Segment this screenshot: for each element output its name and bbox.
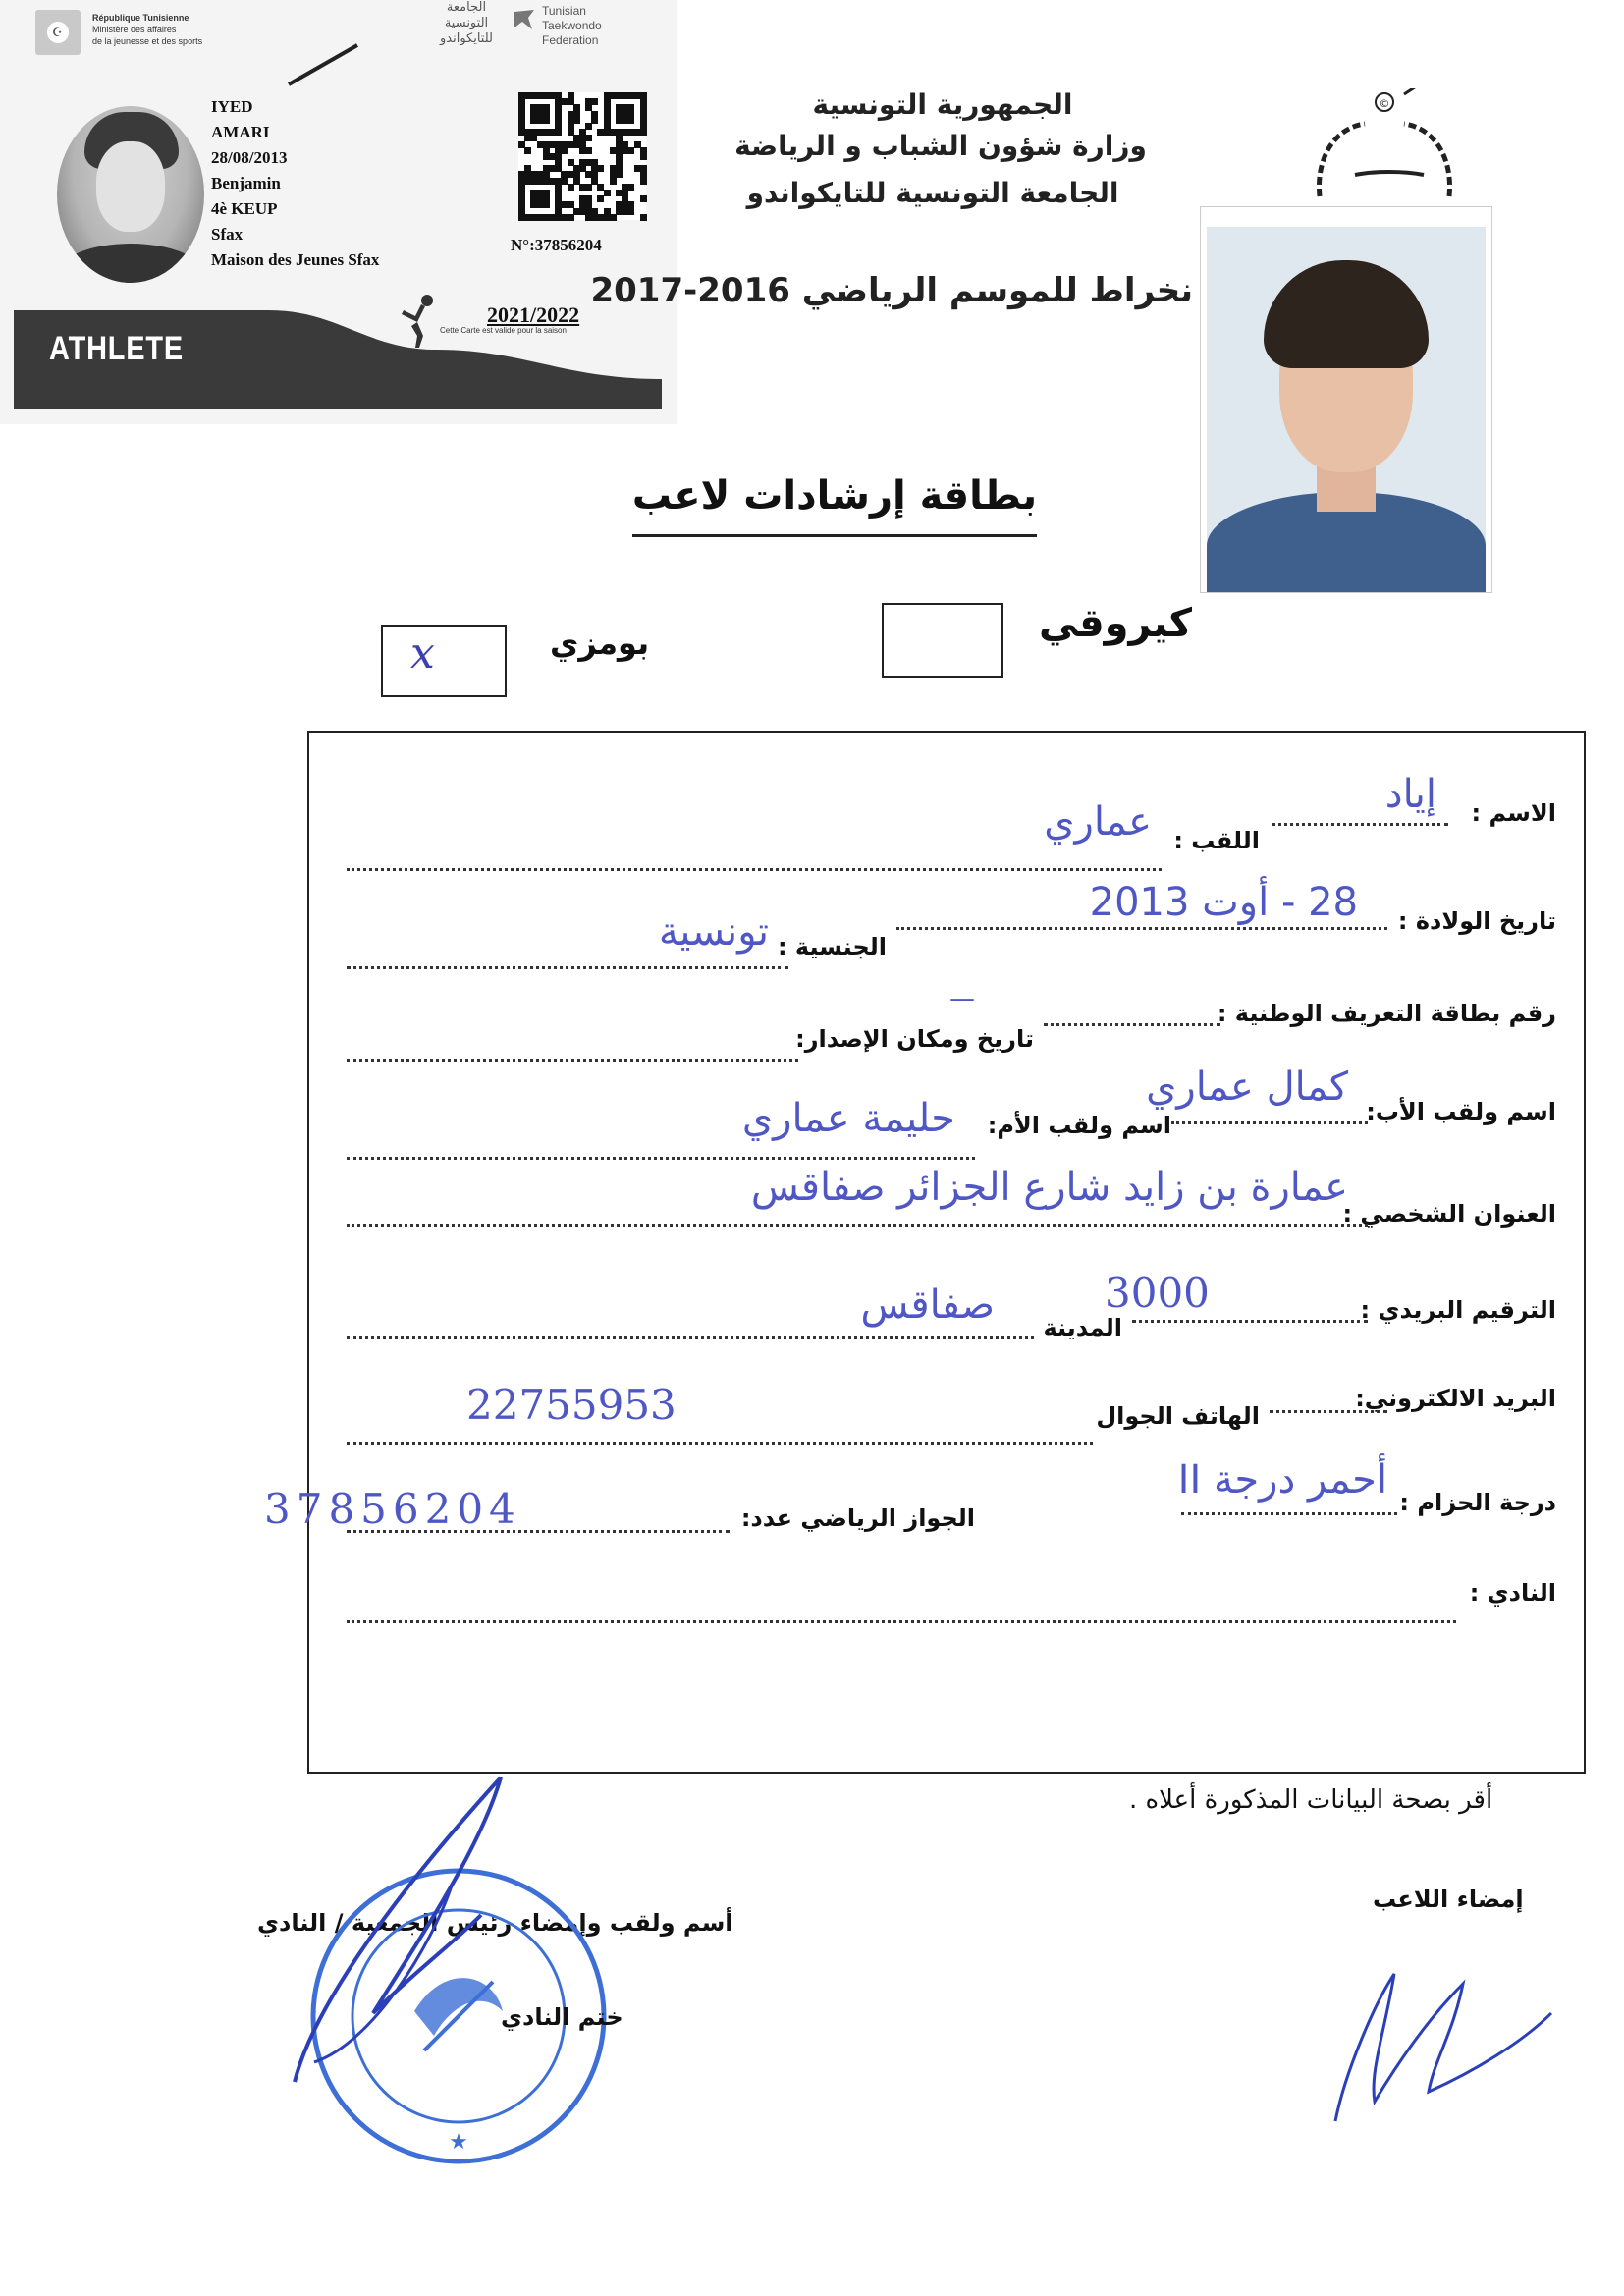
- card-club: Maison des Jeunes Sfax: [211, 250, 380, 269]
- nationality-label: الجنسية :: [777, 933, 887, 960]
- taekwondo-kicker-icon: [398, 293, 445, 350]
- postal-code-value: 3000: [1105, 1269, 1210, 1317]
- city-label: المدينة: [1043, 1314, 1122, 1341]
- father-label: اسم ولقب الأب:: [1366, 1098, 1556, 1125]
- svg-text:★: ★: [449, 2130, 468, 2155]
- name-value: إياد: [1384, 772, 1436, 817]
- card-category: Benjamin: [211, 174, 281, 192]
- federation-heading: الجامعة التونسية للتايكواندو: [746, 177, 1119, 209]
- athlete-role-label: ATHLETE: [49, 330, 185, 367]
- surname-value: عماري: [1044, 799, 1152, 845]
- name-label: الاسم :: [1471, 799, 1556, 827]
- card-grade: 4è KEUP: [211, 199, 278, 218]
- player-signature: [1316, 1954, 1561, 2131]
- card-athlete-photo: [57, 106, 204, 283]
- mobile-label: الهاتف الجوال: [1096, 1402, 1260, 1430]
- federation-arabic-name: [432, 0, 501, 47]
- card-city: Sfax: [211, 225, 244, 244]
- id-number-label: رقم بطاقة التعريف الوطنية :: [1217, 1000, 1556, 1027]
- federation-logo-icon: [511, 6, 538, 33]
- passport-value: 37856204: [264, 1485, 521, 1533]
- address-field[interactable]: [347, 1224, 1368, 1227]
- poomsae-check-mark: x: [410, 629, 435, 679]
- birth-date-label: تاريخ الولادة :: [1397, 907, 1556, 935]
- poomsae-checkbox[interactable]: [381, 625, 507, 697]
- ministry-line: République Tunisienne: [92, 13, 189, 23]
- id-number-value: —: [949, 984, 975, 1013]
- ministry-line: de la jeunesse et des sports: [92, 36, 203, 46]
- svg-text:©: ©: [1379, 97, 1390, 110]
- federation-ar-line: للتايكواندو: [440, 31, 493, 46]
- card-number: N°:37856204: [511, 236, 602, 254]
- club-stamp-label: ختم النادي: [501, 2003, 623, 2031]
- father-field[interactable]: [1171, 1121, 1368, 1124]
- poomsae-label: بومزي: [550, 625, 650, 662]
- mobile-value: 22755953: [466, 1381, 677, 1429]
- city-value: صفاقس: [860, 1283, 995, 1328]
- address-label: العنوان الشخصي :: [1342, 1200, 1556, 1228]
- ministry-line: Ministère des affaires: [92, 25, 177, 34]
- president-signature-label: أسم ولقب وإمضاء رئيس الجمعية / النادي: [257, 1909, 733, 1937]
- email-label: البريد الالكتروني:: [1355, 1385, 1556, 1412]
- kyorugi-checkbox[interactable]: [882, 603, 1003, 678]
- tunisia-flag-icon: ☪: [35, 10, 81, 55]
- passport-label: الجواز الرياضي عدد:: [740, 1504, 975, 1532]
- pen-stroke-mark: [285, 39, 363, 88]
- republic-emblem-icon: [1306, 88, 1453, 204]
- city-field[interactable]: [347, 1336, 1034, 1339]
- club-field[interactable]: [347, 1620, 1456, 1623]
- title-underline: [632, 534, 1037, 537]
- card-athlete-info: [211, 94, 379, 273]
- issue-field[interactable]: [347, 1059, 798, 1062]
- mobile-field[interactable]: [347, 1442, 1093, 1445]
- mother-value: حليمة عماري: [741, 1096, 955, 1141]
- federation-english-name: [542, 4, 621, 48]
- ministry-heading: وزارة شؤون الشباب و الرياضة: [734, 130, 1147, 162]
- page-title: بطاقة إرشادات لاعب: [631, 473, 1038, 519]
- issue-label: تاريخ ومكان الإصدار:: [795, 1025, 1034, 1053]
- confirmation-statement: أقر بصحة البيانات المذكورة أعلاه .: [1129, 1785, 1493, 1815]
- surname-label: اللقب :: [1173, 827, 1260, 854]
- qr-code-icon: [518, 92, 646, 220]
- nationality-field[interactable]: [347, 966, 788, 969]
- card-season: 2021/2022: [487, 302, 580, 327]
- birth-date-field[interactable]: [896, 927, 1387, 930]
- nationality-value: تونسية: [658, 909, 769, 955]
- registration-season-heading: نخراط للموسم الرياضي 2016-2017: [590, 271, 1193, 310]
- card-birth-date: 28/08/2013: [211, 148, 288, 167]
- athlete-photo: [1200, 206, 1492, 593]
- birth-date-value: 28 - أوت 2013: [1089, 880, 1358, 925]
- federation-ar-line: الجامعة: [446, 0, 487, 15]
- athlete-license-card: [0, 0, 677, 424]
- id-number-field[interactable]: [1044, 1023, 1220, 1026]
- mother-field[interactable]: [347, 1157, 975, 1160]
- belt-label: درجة الحزام :: [1399, 1489, 1556, 1516]
- address-value: عمارة بن زايد شارع الجزائر صفاقس: [750, 1165, 1348, 1210]
- name-field[interactable]: [1272, 823, 1448, 826]
- president-signature: [255, 1768, 550, 2092]
- postal-code-field[interactable]: [1132, 1320, 1368, 1323]
- ministry-header: [92, 12, 249, 47]
- mother-label: اسم ولقب الأم:: [987, 1112, 1171, 1139]
- federation-ar-line: التونسية: [444, 16, 489, 30]
- card-validity-note: Cette Carte est valide pour la saison: [440, 326, 567, 335]
- kyorugi-label: كيروقي: [1039, 601, 1192, 646]
- father-value: كمال عماري: [1146, 1065, 1348, 1110]
- card-last-name: AMARI: [211, 123, 270, 141]
- player-info-form: [264, 731, 1586, 1774]
- club-label: النادي :: [1469, 1579, 1556, 1607]
- surname-field[interactable]: [347, 868, 1162, 871]
- belt-value: أحمر درجة II: [1177, 1457, 1387, 1503]
- postal-code-label: الترقيم البريدي :: [1360, 1296, 1556, 1324]
- belt-field[interactable]: [1181, 1512, 1397, 1515]
- federation-en-line: Tunisian: [542, 4, 586, 18]
- federation-en-line: Federation: [542, 33, 599, 47]
- republic-heading: الجمهورية التونسية: [812, 88, 1073, 121]
- player-signature-label: إمضاء اللاعب: [1373, 1886, 1524, 1913]
- card-first-name: IYED: [211, 97, 253, 116]
- federation-en-line: Taekwondo: [542, 19, 602, 32]
- email-field[interactable]: [1270, 1410, 1387, 1413]
